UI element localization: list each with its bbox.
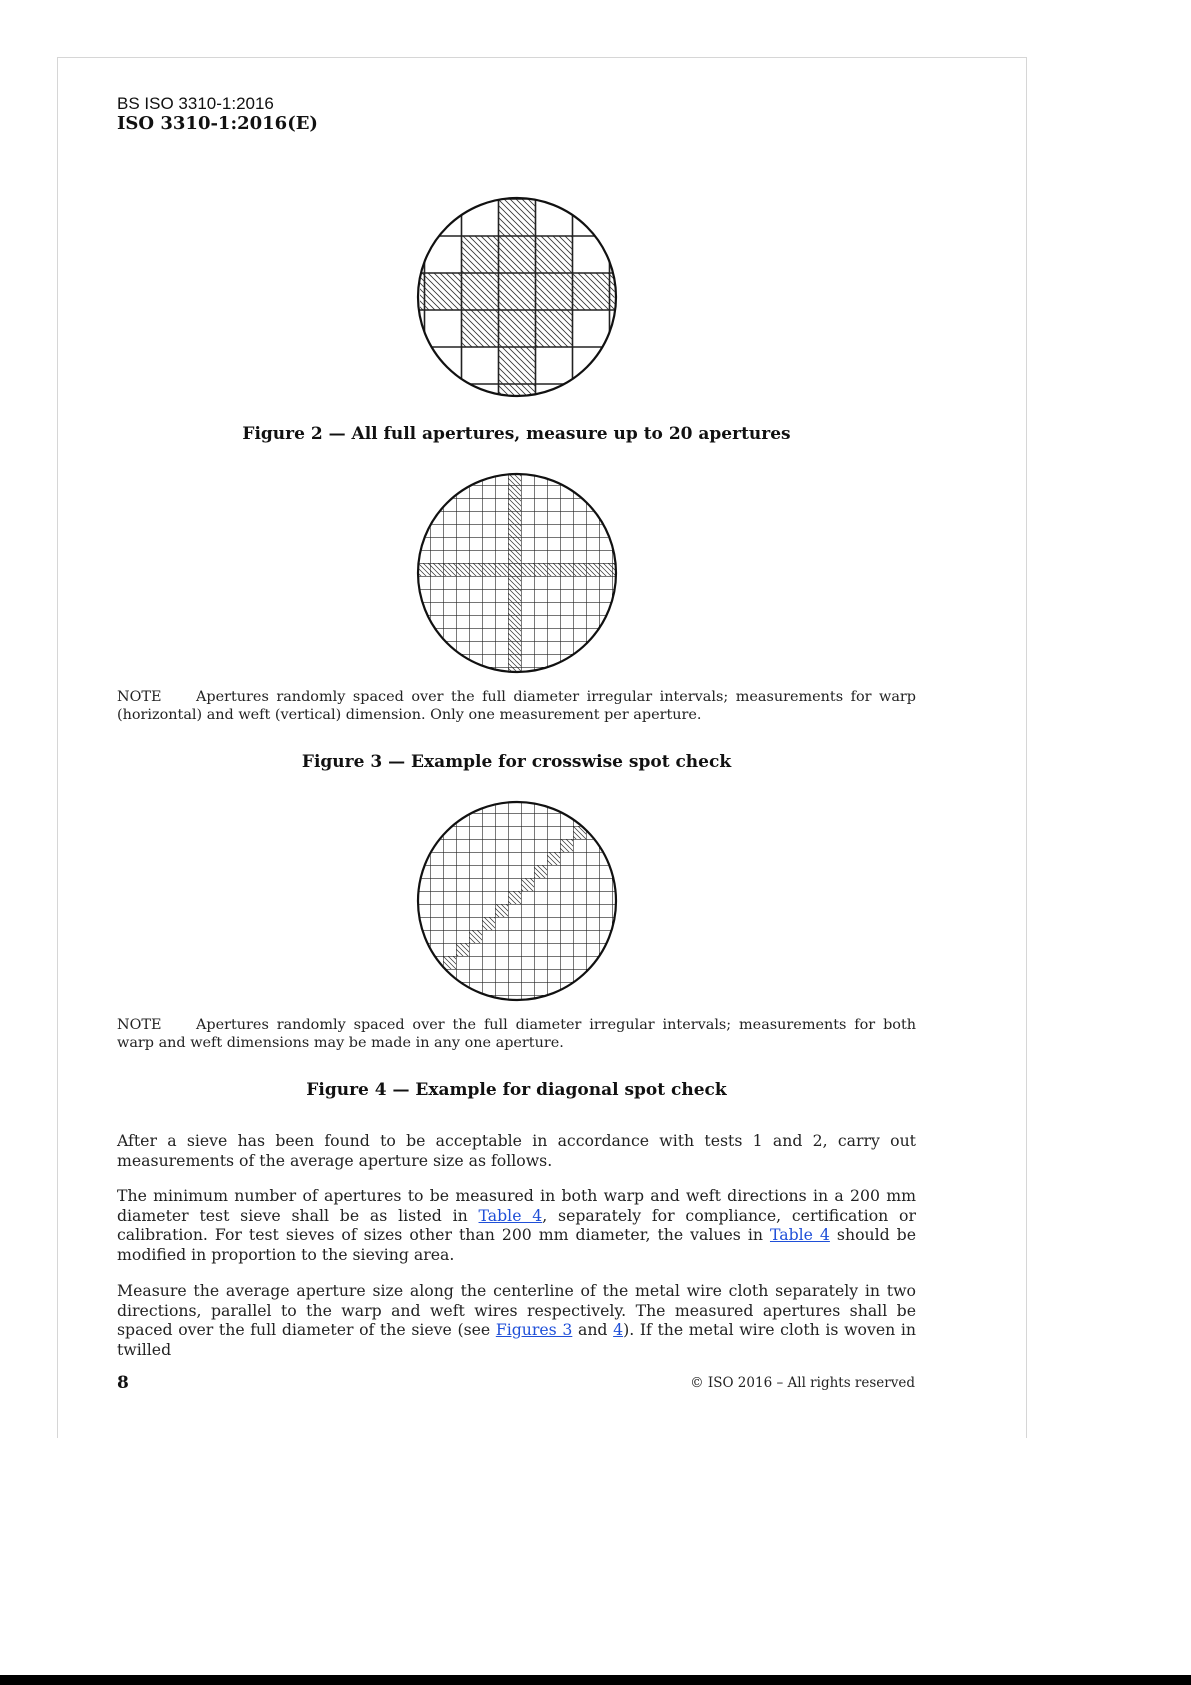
figure-2-caption: Figure 2 — All full apertures, measure up to 20 apertures — [242, 424, 791, 444]
table-4-link[interactable]: Table 4 — [769, 1225, 830, 1244]
figure-4-note — [117, 1016, 916, 1052]
figures-3-link[interactable]: Figures 3 — [495, 1320, 573, 1339]
figure-4-link[interactable]: 4 — [613, 1320, 624, 1339]
page-number: 8 — [117, 1373, 129, 1393]
note-label: NOTE — [117, 689, 162, 705]
copyright-notice: © ISO 2016 – All rights reserved — [690, 1375, 915, 1391]
figure-3-note — [117, 688, 916, 724]
paragraph-1: After a sieve has been found to be acceptable in accordance with tests 1 and 2, carry out measurements of the average aperture size as follows. — [117, 1131, 916, 1170]
bottom-bar — [0, 1675, 1191, 1685]
figure-4-caption: Figure 4 — Example for diagonal spot check — [306, 1080, 727, 1100]
figure-3-diagram — [415, 470, 619, 676]
figure-4-diagram — [415, 798, 619, 1004]
iso-standard-code: ISO 3310-1:2016(E) — [117, 113, 318, 134]
table-4-link[interactable]: Table 4 — [478, 1205, 543, 1225]
note-text: Apertures randomly spaced over the full diameter irregular intervals; measurements for warp (horizontal) and weft (vertical) dimension. Only one measurement per aperture. — [117, 689, 916, 723]
figure-2-diagram — [415, 194, 619, 400]
figure-3-caption: Figure 3 — Example for crosswise spot check — [301, 752, 732, 772]
note-label: NOTE — [117, 1017, 162, 1033]
paragraph-2: The minimum number of apertures to be measured in both warp and weft directions in a 200 mm diameter test sieve shall be as listed in Table 4, separately for compliance, certification or calibration. For test sieves of sizes other than 200 mm diameter, the values in Table 4 should be modified in proportion to the sieving area. — [117, 1186, 917, 1264]
note-text: Apertures randomly spaced over the full diameter irregular intervals; measurements for both warp and weft dimensions may be made in any one aperture. — [117, 1017, 916, 1051]
paragraph-3: Measure the average aperture size along the centerline of the metal wire cloth separately in two directions, parallel to the warp and weft wires respectively. The measured apertures shall be spaced over the full diameter of the sieve (see Figures 3 and 4). If the metal wire cloth is woven in twilled — [117, 1281, 916, 1359]
bs-standard-code: BS ISO 3310-1:2016 — [117, 94, 274, 113]
